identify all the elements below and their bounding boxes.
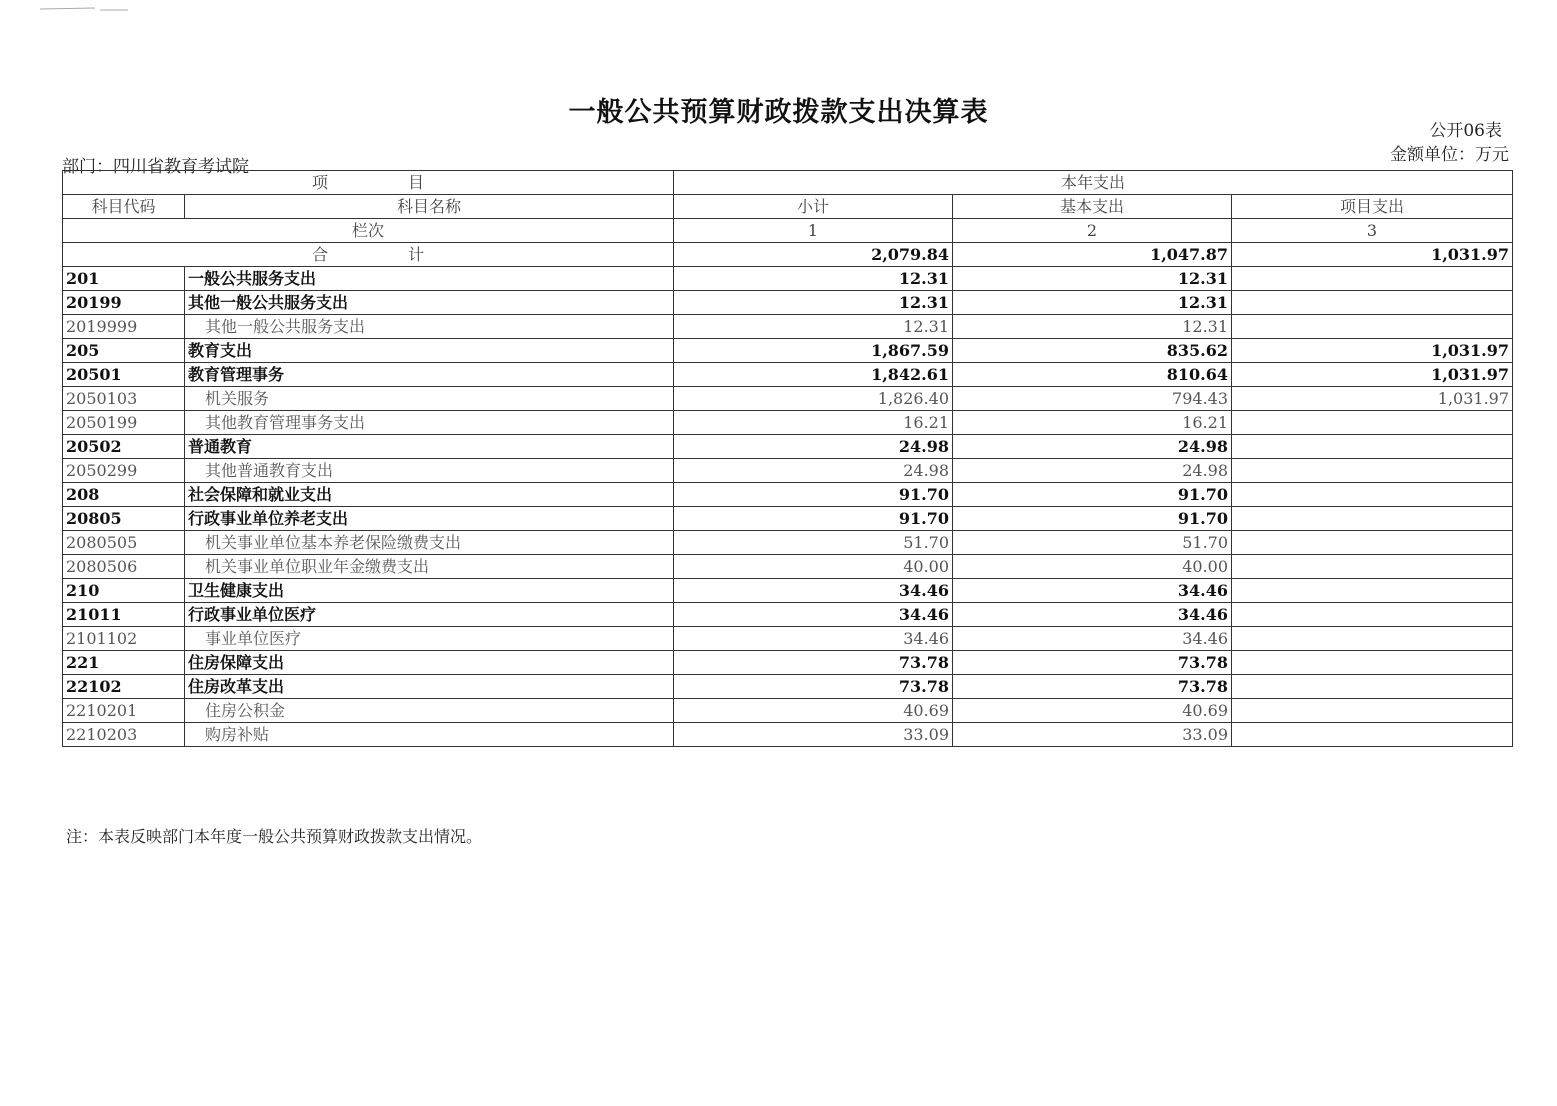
row-code: 2050199	[63, 411, 185, 435]
table-row	[63, 507, 1513, 531]
row-subtotal: 1,867.59	[674, 339, 953, 363]
row-project	[1232, 483, 1513, 507]
row-project	[1232, 555, 1513, 579]
row-name: 行政事业单位养老支出	[185, 507, 674, 531]
row-subtotal: 12.31	[674, 315, 953, 339]
row-basic: 24.98	[953, 459, 1232, 483]
footnote: 注：本表反映部门本年度一般公共预算财政拨款支出情况。	[66, 827, 483, 846]
total-project: 1,031.97	[1232, 243, 1513, 267]
row-code: 201	[63, 267, 185, 291]
row-code: 2050299	[63, 459, 185, 483]
row-basic: 12.31	[953, 267, 1232, 291]
row-basic: 810.64	[953, 363, 1232, 387]
row-basic: 12.31	[953, 291, 1232, 315]
row-subtotal: 1,842.61	[674, 363, 953, 387]
row-basic: 91.70	[953, 483, 1232, 507]
row-basic: 33.09	[953, 723, 1232, 747]
row-project	[1232, 675, 1513, 699]
header-code: 科目代码	[63, 195, 185, 219]
row-basic: 835.62	[953, 339, 1232, 363]
header-basic: 基本支出	[953, 195, 1232, 219]
row-subtotal: 51.70	[674, 531, 953, 555]
row-project	[1232, 411, 1513, 435]
table-row	[63, 699, 1513, 723]
table-row	[63, 315, 1513, 339]
row-code: 20501	[63, 363, 185, 387]
row-code: 208	[63, 483, 185, 507]
row-code: 2019999	[63, 315, 185, 339]
row-code: 221	[63, 651, 185, 675]
row-basic: 40.00	[953, 555, 1232, 579]
row-code: 2101102	[63, 627, 185, 651]
row-project	[1232, 315, 1513, 339]
row-subtotal: 12.31	[674, 291, 953, 315]
row-name: 一般公共服务支出	[185, 267, 674, 291]
header-project: 项 目	[63, 171, 674, 195]
table-row	[63, 651, 1513, 675]
row-name: 行政事业单位医疗	[185, 603, 674, 627]
row-code: 210	[63, 579, 185, 603]
row-name: 机关事业单位基本养老保险缴费支出	[185, 531, 674, 555]
total-label: 合 计	[63, 243, 674, 267]
row-project	[1232, 291, 1513, 315]
row-name: 卫生健康支出	[185, 579, 674, 603]
row-basic: 794.43	[953, 387, 1232, 411]
budget-table	[62, 170, 1513, 747]
row-subtotal: 33.09	[674, 723, 953, 747]
row-subtotal: 34.46	[674, 579, 953, 603]
row-project: 1,031.97	[1232, 363, 1513, 387]
row-subtotal: 1,826.40	[674, 387, 953, 411]
row-basic: 73.78	[953, 651, 1232, 675]
row-project	[1232, 531, 1513, 555]
page-title: 一般公共预算财政拨款支出决算表	[568, 97, 989, 128]
row-name: 住房保障支出	[185, 651, 674, 675]
table-row	[63, 627, 1513, 651]
row-name: 购房补贴	[185, 723, 674, 747]
row-project: 1,031.97	[1232, 339, 1513, 363]
row-subtotal: 16.21	[674, 411, 953, 435]
row-name: 事业单位医疗	[185, 627, 674, 651]
row-basic: 16.21	[953, 411, 1232, 435]
row-project	[1232, 603, 1513, 627]
row-name: 机关服务	[185, 387, 674, 411]
row-code: 2080505	[63, 531, 185, 555]
row-project: 1,031.97	[1232, 387, 1513, 411]
table-row	[63, 531, 1513, 555]
row-project	[1232, 651, 1513, 675]
table-row	[63, 435, 1513, 459]
row-name: 机关事业单位职业年金缴费支出	[185, 555, 674, 579]
header-subtotal: 小计	[674, 195, 953, 219]
total-subtotal: 2,079.84	[674, 243, 953, 267]
header-current-year: 本年支出	[674, 171, 1513, 195]
header-col3: 3	[1232, 219, 1513, 243]
table-row	[63, 291, 1513, 315]
row-basic: 73.78	[953, 675, 1232, 699]
row-basic: 91.70	[953, 507, 1232, 531]
header-col2: 2	[953, 219, 1232, 243]
row-code: 2210201	[63, 699, 185, 723]
table-row	[63, 339, 1513, 363]
row-project	[1232, 579, 1513, 603]
row-name: 其他一般公共服务支出	[185, 291, 674, 315]
header-column-index: 栏次	[63, 219, 674, 243]
row-name: 教育管理事务	[185, 363, 674, 387]
row-subtotal: 73.78	[674, 651, 953, 675]
row-code: 205	[63, 339, 185, 363]
row-code: 2080506	[63, 555, 185, 579]
row-name: 社会保障和就业支出	[185, 483, 674, 507]
row-subtotal: 73.78	[674, 675, 953, 699]
row-code: 20805	[63, 507, 185, 531]
row-code: 2050103	[63, 387, 185, 411]
total-basic: 1,047.87	[953, 243, 1232, 267]
row-name: 其他教育管理事务支出	[185, 411, 674, 435]
row-code: 20199	[63, 291, 185, 315]
table-row	[63, 387, 1513, 411]
row-name: 住房改革支出	[185, 675, 674, 699]
row-basic: 34.46	[953, 603, 1232, 627]
table-row	[63, 603, 1513, 627]
row-subtotal: 40.00	[674, 555, 953, 579]
table-row	[63, 675, 1513, 699]
row-project	[1232, 459, 1513, 483]
row-subtotal: 40.69	[674, 699, 953, 723]
row-project	[1232, 267, 1513, 291]
row-project	[1232, 507, 1513, 531]
row-subtotal: 91.70	[674, 507, 953, 531]
row-project	[1232, 699, 1513, 723]
row-project	[1232, 723, 1513, 747]
table-row	[63, 363, 1513, 387]
row-project	[1232, 435, 1513, 459]
row-name: 其他一般公共服务支出	[185, 315, 674, 339]
form-code: 公开06表	[1429, 121, 1502, 141]
header-col1: 1	[674, 219, 953, 243]
header-project-expense: 项目支出	[1232, 195, 1513, 219]
row-basic: 34.46	[953, 579, 1232, 603]
table-row	[63, 483, 1513, 507]
row-name: 其他普通教育支出	[185, 459, 674, 483]
row-basic: 51.70	[953, 531, 1232, 555]
row-basic: 40.69	[953, 699, 1232, 723]
row-subtotal: 34.46	[674, 603, 953, 627]
department-label: 部门：四川省教育考试院	[62, 157, 249, 177]
table-row	[63, 579, 1513, 603]
scan-artifact-mark	[40, 6, 130, 12]
amount-unit: 金额单位：万元	[1390, 145, 1509, 165]
row-code: 21011	[63, 603, 185, 627]
row-code: 20502	[63, 435, 185, 459]
row-basic: 34.46	[953, 627, 1232, 651]
row-basic: 12.31	[953, 315, 1232, 339]
table-row	[63, 411, 1513, 435]
table-row	[63, 555, 1513, 579]
row-subtotal: 34.46	[674, 627, 953, 651]
row-code: 22102	[63, 675, 185, 699]
table-row	[63, 267, 1513, 291]
table-row	[63, 723, 1513, 747]
row-name: 普通教育	[185, 435, 674, 459]
table-row	[63, 459, 1513, 483]
row-basic: 24.98	[953, 435, 1232, 459]
row-name: 教育支出	[185, 339, 674, 363]
row-code: 2210203	[63, 723, 185, 747]
row-subtotal: 24.98	[674, 459, 953, 483]
row-subtotal: 91.70	[674, 483, 953, 507]
header-name: 科目名称	[185, 195, 674, 219]
row-name: 住房公积金	[185, 699, 674, 723]
row-project	[1232, 627, 1513, 651]
row-subtotal: 24.98	[674, 435, 953, 459]
row-subtotal: 12.31	[674, 267, 953, 291]
